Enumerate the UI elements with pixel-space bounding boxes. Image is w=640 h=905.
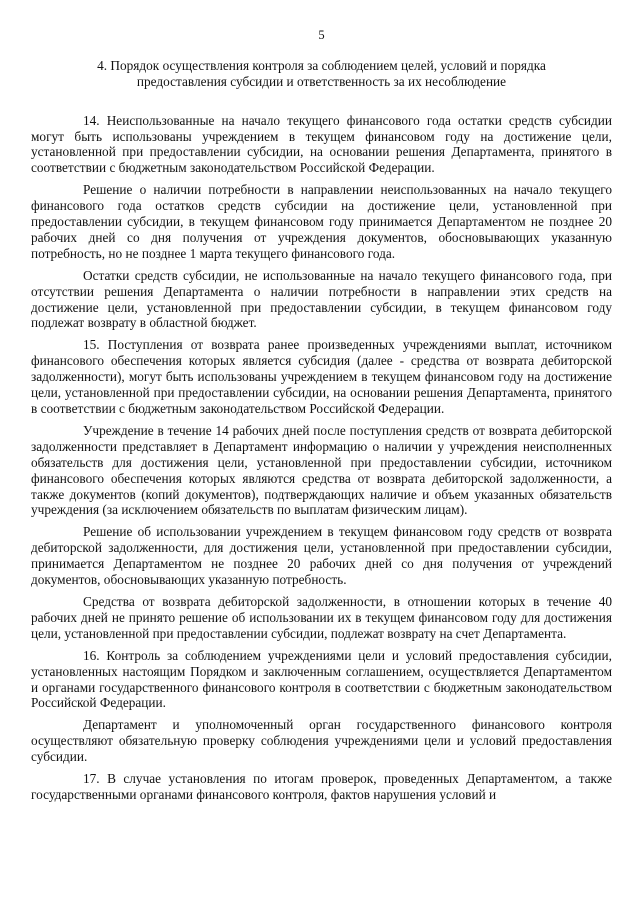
page-number: 5 — [318, 28, 325, 42]
paragraph-15-decision: Решение об использовании учреждением в текущем финансовом году средств от возврата дебиторской задолженности, для достижения цели, установленной при предоставлении субсидии, принимается Департаментом не позднее 20 рабочих дней со дня получения от учреждений документов, обосновывающих указанную потребность. — [31, 524, 612, 588]
section-heading-line-2: предоставления субсидии и ответственность за их несоблюдение — [136, 73, 507, 89]
paragraph-16: 16. Контроль за соблюдением учреждениями цели и условий предоставления субсидии, установленных настоящим Порядком и заключенным соглашением, осуществляется Департаментом и органами государственного финансового контроля в соответствии с бюджетным законодательством Российской Федерации. — [31, 647, 612, 711]
paragraph-15-refund: Средства от возврата дебиторской задолженности, в отношении которых в течение 40 рабочих дней не принято решение об использовании их в текущем финансовом году для достижения цели, установленной при предоставлении субсидии, подлежат возврату на счет Департамента. — [31, 593, 612, 641]
paragraph-16-audit: Департамент и уполномоченный орган государственного финансового контроля осуществляют обязательную проверку соблюдения учреждениями цели и условий предоставления субсидии. — [31, 717, 612, 765]
paragraph-15: 15. Поступления от возврата ранее произведенных учреждениями выплат, источником финансового обеспечения которых является субсидия (далее - средства от возврата дебиторской задолженности), могут быть использованы учреждением в текущем финансовом году на достижение цели, установленной при предоставлении субсидии, на основании решения Департамента, принятого в соответствии с бюджетным законодательством Российской Федерации. — [31, 337, 612, 416]
paragraph-15-information: Учреждение в течение 14 рабочих дней после поступления средств от возврата дебиторской задолженности представляет в Департамент информацию о наличии у учреждения неисполненных обязательств для достижения цели, установленной при предоставлении субсидии, источником финансового обеспечения которых являются средства от возврата дебиторской задолженности, а также документов (копий документов), подтверждающих наличие и объем указанных обязательств учреждения (за исключением обязательств по выплатам физическим лицам). — [31, 422, 612, 518]
section-heading — [31, 58, 612, 90]
section-heading-line-1: 4. Порядок осуществления контроля за соблюдением целей, условий и порядка — [97, 58, 546, 73]
paragraph-14: 14. Неиспользованные на начало текущего финансового года остатки средств субсидии могут быть использованы учреждением в текущем финансовом году на достижение цели, установленной при предоставлении субсидии, на основании решения Департамента, принятого в соответствии с бюджетным законодательством Российской Федерации. — [31, 112, 612, 176]
paragraph-17: 17. В случае установления по итогам проверок, проведенных Департаментом, а также государственными органами финансового контроля, фактов нарушения условий и — [31, 771, 612, 802]
paragraph-14-decision: Решение о наличии потребности в направлении неиспользованных на начало текущего финансового года остатков средств субсидии на достижение цели, установленной при предоставлении субсидии, в текущем финансовом году принимается Департаментом не позднее 20 рабочих дней со дня получения от учреждения документов, обосновывающих указанную потребность, но не позднее 1 марта текущего финансового года. — [31, 182, 612, 261]
paragraph-14-remainders: Остатки средств субсидии, не использованные на начало текущего финансового года, при отсутствии решения Департамента о наличии потребности в направлении этих средств на достижение цели, установленной при предоставлении субсидии, в текущем финансовом году подлежат возврату в областной бюджет. — [31, 267, 612, 331]
